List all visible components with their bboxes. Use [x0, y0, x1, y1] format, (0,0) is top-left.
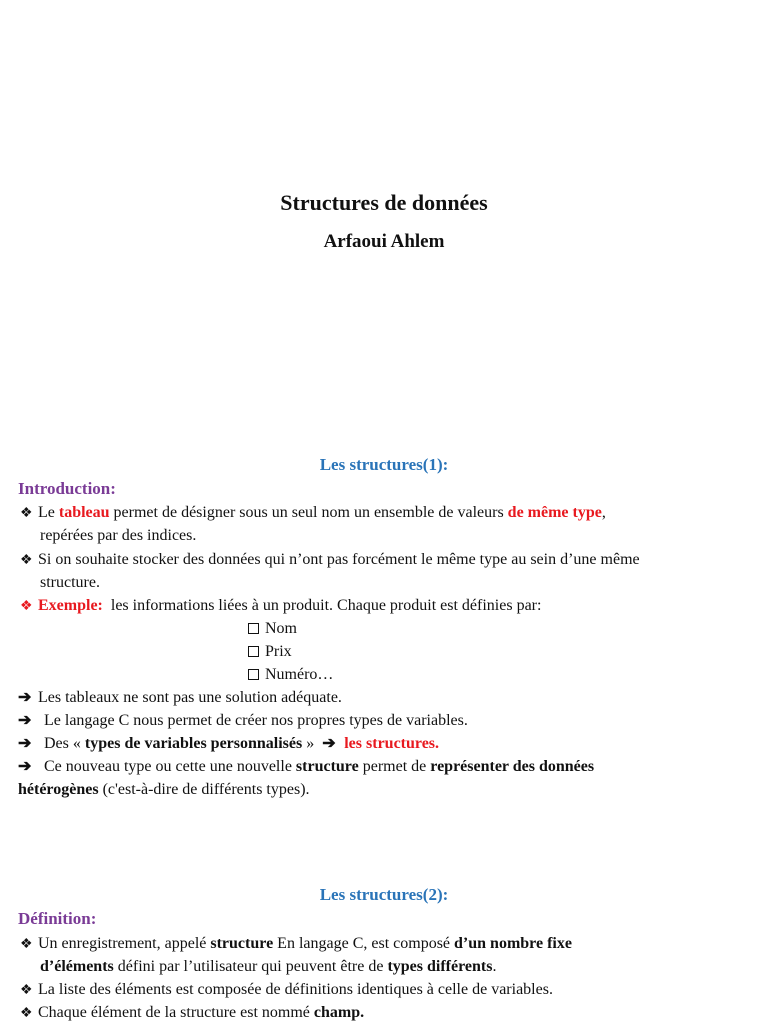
- section2-subhead: Définition:: [18, 909, 97, 928]
- checkbox-icon: [248, 646, 259, 657]
- s1-arrow-3: ➔ Des « types de variables personnalisés » ➔ les structures.: [18, 732, 439, 755]
- list-item: Nom: [248, 617, 297, 640]
- document-author: Arfaoui Ahlem: [323, 231, 445, 252]
- s1-arrow-2: ➔ Le langage C nous permet de créer nos propres types de variables.: [18, 709, 468, 732]
- diamond-bullet-icon: ❖: [20, 506, 33, 521]
- s1-example: ❖ Exemple: les informations liées à un produit. Chaque produit est définies par:: [20, 594, 541, 618]
- s1-paragraph-2-cont: structure.: [40, 574, 100, 591]
- s1-arrow-4: ➔ Ce nouveau type ou cette une nouvelle structure permet de représenter des données: [18, 755, 594, 778]
- right-arrow-icon: ➔: [18, 735, 32, 752]
- section1-title: Les structures(1):: [319, 455, 449, 474]
- list-item: Prix: [248, 640, 292, 663]
- right-arrow-icon: ➔: [322, 735, 336, 752]
- s1-arrow-4-cont: hétérogènes (c'est-à-dire de différents types).: [18, 781, 310, 798]
- right-arrow-icon: ➔: [18, 758, 32, 775]
- diamond-bullet-icon: ❖: [20, 553, 33, 568]
- diamond-bullet-icon: ❖: [20, 599, 33, 614]
- s2-paragraph-2: ❖ La liste des éléments est composée de définitions identiques à celle de variables.: [20, 978, 553, 1002]
- s2-paragraph-1-cont: d’éléments défini par l’utilisateur qui peuvent être de types différents.: [40, 958, 497, 975]
- diamond-bullet-icon: ❖: [20, 983, 33, 998]
- diamond-bullet-icon: ❖: [20, 937, 33, 952]
- s1-paragraph-1: ❖ Le tableau permet de désigner sous un seul nom un ensemble de valeurs de même type,: [20, 501, 606, 525]
- s2-paragraph-3: ❖ Chaque élément de la structure est nommé champ.: [20, 1001, 364, 1025]
- s1-arrow-1: ➔ Les tableaux ne sont pas une solution adéquate.: [18, 686, 342, 709]
- s1-paragraph-2: ❖ Si on souhaite stocker des données qui n’ont pas forcément le même type au sein d’une même: [20, 548, 640, 572]
- s2-paragraph-1: ❖ Un enregistrement, appelé structure En langage C, est composé d’un nombre fixe: [20, 932, 572, 956]
- section1-subhead: Introduction:: [18, 479, 116, 498]
- section2-title: Les structures(2):: [319, 885, 449, 904]
- checkbox-icon: [248, 669, 259, 680]
- document-title: Structures de données: [280, 190, 488, 215]
- right-arrow-icon: ➔: [18, 689, 32, 706]
- diamond-bullet-icon: ❖: [20, 1006, 33, 1021]
- right-arrow-icon: ➔: [18, 712, 32, 729]
- s1-paragraph-1-cont: repérées par des indices.: [40, 527, 197, 544]
- list-item: Numéro…: [248, 663, 333, 686]
- checkbox-icon: [248, 623, 259, 634]
